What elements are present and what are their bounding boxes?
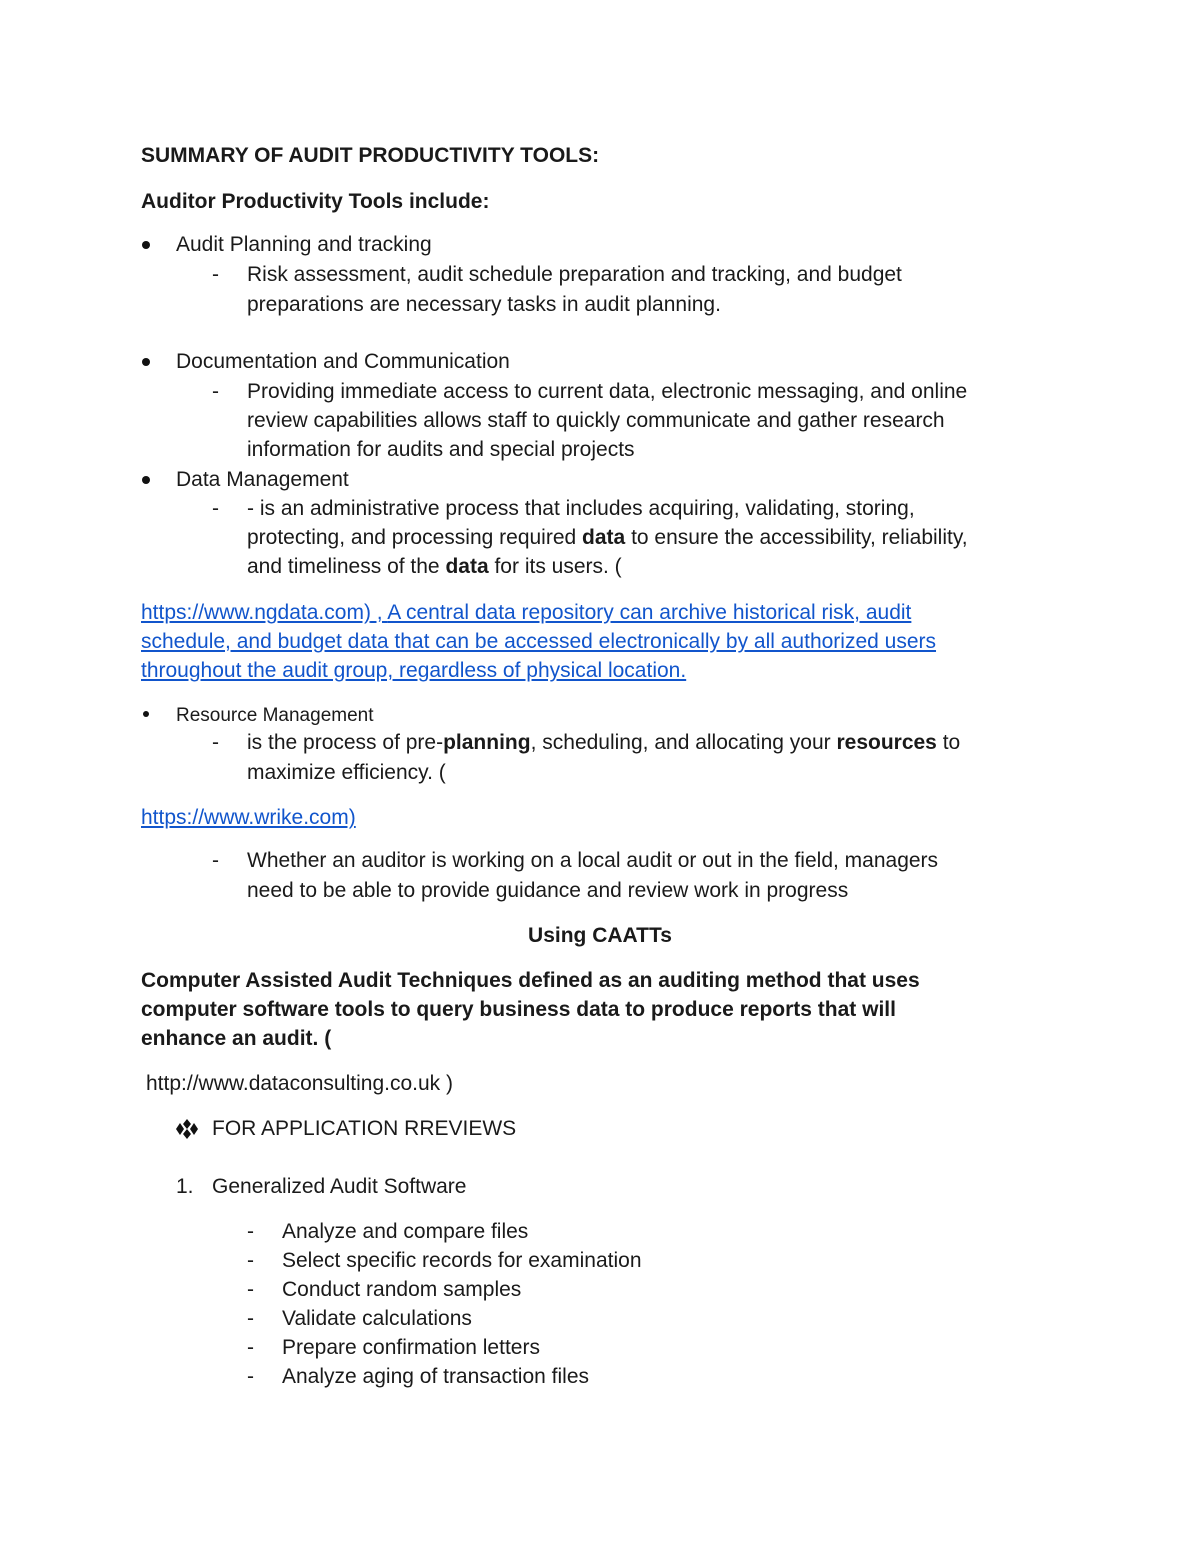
dash-marker: - (212, 380, 219, 403)
repository-link[interactable]: A central data repository can archive historical risk, audit (387, 601, 912, 624)
dash-marker: - (247, 1365, 254, 1388)
section-text: - is an administrative process that includes acquiring, validating, storing, (247, 497, 915, 520)
section-text: Providing immediate access to current data, electronic messaging, and online (247, 380, 968, 403)
repository-link[interactable]: throughout the audit group, regardless of physical location. (141, 659, 687, 682)
gas-heading: Generalized Audit Software (212, 1175, 467, 1198)
gas-item: Prepare confirmation letters (282, 1336, 540, 1359)
section-heading-data-management: Data Management (176, 468, 349, 491)
caatts-definition: enhance an audit. ( (141, 1027, 332, 1050)
section-text: review capabilities allows staff to quickly communicate and gather research (247, 409, 945, 432)
section-text: need to be able to provide guidance and review work in progress (247, 879, 849, 902)
wrike-link[interactable]: https://www.wrike.com) (141, 806, 356, 829)
diamond-bullet-icon (174, 1118, 200, 1140)
gas-item: Select specific records for examination (282, 1249, 642, 1272)
section-text: information for audits and special projects (247, 438, 635, 461)
dash-marker: - (247, 1336, 254, 1359)
section-heading-audit-planning: Audit Planning and tracking (176, 233, 432, 256)
caatts-definition: Computer Assisted Audit Techniques defined as an auditing method that uses (141, 969, 920, 992)
link-separator: , (370, 601, 388, 624)
application-reviews-heading: FOR APPLICATION RREVIEWS (212, 1117, 517, 1140)
dash-marker: - (212, 263, 219, 286)
section-text: is the process of pre-planning, scheduling, and allocating your resources to (247, 731, 961, 754)
section-text: Whether an auditor is working on a local audit or out in the field, managers (247, 849, 939, 872)
document-subtitle: Auditor Productivity Tools include: (141, 190, 490, 213)
dash-marker: - (212, 849, 219, 872)
caatts-definition: computer software tools to query business data to produce reports that will (141, 998, 896, 1021)
link-line (141, 598, 911, 627)
section-heading-documentation: Documentation and Communication (176, 350, 510, 373)
bullet-icon (142, 358, 150, 366)
bullet-icon (142, 476, 150, 484)
section-text: and timeliness of the data for its users. ( (247, 555, 622, 578)
gas-item: Analyze and compare files (282, 1220, 529, 1243)
dash-marker: - (247, 1278, 254, 1301)
section-text: protecting, and processing required data to ensure the accessibility, reliability, (247, 526, 968, 549)
caatts-heading: Using CAATTs (528, 924, 672, 947)
gas-item: Conduct random samples (282, 1278, 522, 1301)
repository-link[interactable]: schedule, and budget data that can be accessed electronically by all authorized users (141, 630, 937, 653)
dash-marker: - (212, 731, 219, 754)
section-text: maximize efficiency. ( (247, 761, 446, 784)
list-number: 1. (176, 1175, 194, 1198)
dash-marker: - (247, 1249, 254, 1272)
ngdata-link[interactable]: https://www.ngdata.com) (141, 601, 371, 624)
section-text: Risk assessment, audit schedule preparation and tracking, and budget (247, 263, 902, 286)
dash-marker: - (247, 1307, 254, 1330)
gas-item: Analyze aging of transaction files (282, 1365, 590, 1388)
section-heading-resource-management: Resource Management (176, 705, 374, 726)
section-text: preparations are necessary tasks in audit planning. (247, 293, 721, 316)
gas-item: Validate calculations (282, 1307, 472, 1330)
bullet-icon (143, 711, 149, 717)
dash-marker: - (212, 497, 219, 520)
document-title: SUMMARY OF AUDIT PRODUCTIVITY TOOLS: (141, 144, 600, 167)
bullet-icon (142, 241, 150, 249)
dash-marker: - (247, 1220, 254, 1243)
caatts-source: http://www.dataconsulting.co.uk ) (146, 1072, 453, 1095)
